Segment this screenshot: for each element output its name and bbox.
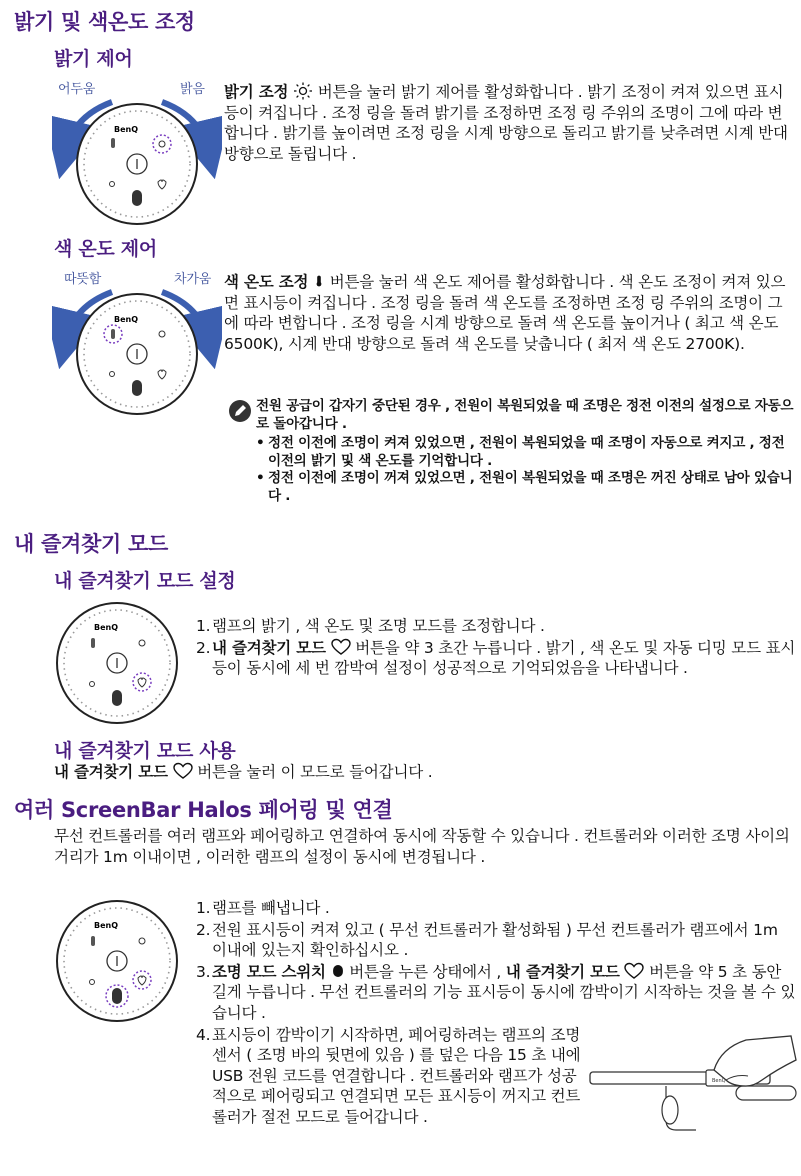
- subsection-title-color-temp: 색 온도 제어: [54, 238, 157, 260]
- step-item: 1. 램프를 빼냅니다 .: [196, 899, 330, 917]
- label-bright: 밝음: [180, 82, 205, 97]
- heart-icon: [173, 762, 193, 780]
- heart-icon: [624, 962, 644, 980]
- thermometer-icon: [313, 272, 325, 290]
- section-title-favorite: 내 즐겨찾기 모드: [14, 532, 168, 556]
- heart-icon: [331, 638, 351, 656]
- section-title-brightness-color: 밝기 및 색온도 조정: [14, 10, 195, 34]
- favorite-controller-diagram: [52, 598, 182, 728]
- svg-text:BenQ: BenQ: [114, 315, 139, 324]
- brightness-adjust-label: 밝기 조정: [224, 83, 289, 101]
- pencil-note-icon: [228, 399, 252, 423]
- label-dark: 어두움: [58, 82, 96, 97]
- subsection-title-favorite-use: 내 즐겨찾기 모드 사용: [54, 740, 236, 762]
- color-temp-paragraph: 색 온도 조정 버튼을 눌러 색 온도 제어를 활성화합니다 . 색 온도 조정이 켜져 있으면 표시등이 켜집니다 . 조정 링을 돌려 색 온도를 조정하면 조정 링 주위의 조명이 그에 따라 변합니다 . 조정 링을 시계 방향으로 돌려 색 온도를 높이거나 ( 최고 색 온도 6500K), 시계 반대 방향으로 돌려 색 온도를 낮춥니다 ( 최저 색 온도 2700K).: [224, 273, 786, 353]
- step-item: 2. 내 즐겨찾기 모드 버튼을 약 3 초간 누릅니다 . 밝기 , 색 온도 및 자동 디밍 모드 표시등이 동시에 세 번 깜박여 설정이 성공적으로 기억되었음을 나타냅니다 .: [196, 638, 796, 678]
- svg-text:BenQ: BenQ: [94, 921, 119, 930]
- step-item: 1. 램프의 밝기 , 색 온도 및 조명 모드를 조정합니다 .: [196, 617, 545, 635]
- light-mode-switch-icon: [331, 962, 345, 980]
- label-cool: 차가움: [174, 272, 212, 287]
- favorite-use-paragraph: 내 즐겨찾기 모드 버튼을 눌러 이 모드로 들어갑니다 .: [54, 763, 433, 781]
- lamp-sensor-illustration: [586, 1030, 798, 1145]
- brightness-paragraph: 밝기 조정 버튼을 눌러 밝기 제어를 활성화합니다 . 밝기 조정이 켜져 있으면 표시등이 켜집니다 . 조정 링을 돌려 밝기를 조정하면 조정 링 주위의 조명이 그에 따라 변합니다 . 밝기를 높이려면 조정 링을 시계 방향으로 돌리고 밝기를 낮추려면 시계 반대 방향으로 돌립니다 .: [224, 83, 788, 163]
- color-temp-adjust-label: 색 온도 조정: [224, 273, 309, 291]
- favorite-setup-steps: [196, 616, 796, 680]
- svg-text:BenQ: BenQ: [712, 1078, 726, 1084]
- step-item: 4. 표시등이 깜박이기 시작하면, 페어링하려는 램프의 조명 센서 ( 조명 바의 뒷면에 있음 ) 를 덮은 다음 15 초 내에 USB 전원 코드를 연결합니다 . 컨트롤러와 램프가 성공적으로 페어링되고 연결되면 모든 표시등이 꺼지고 컨트롤러가 절전 모드로 들어갑니다 .: [196, 1025, 581, 1126]
- note-bullet: • 정전 이전에 조명이 켜져 있었으면 , 전원이 복원되었을 때 조명이 자동으로 켜지고 , 정전 이전의 밝기 및 색 온도를 기억합니다 .: [228, 435, 798, 470]
- subsection-title-favorite-setup: 내 즐겨찾기 모드 설정: [54, 570, 236, 592]
- step-item: 3. 조명 모드 스위치 버튼을 누른 상태에서 , 내 즐겨찾기 모드 버튼을 약 5 초 동안 길게 누릅니다 . 무선 컨트롤러의 기능 표시등이 동시에 깜박이기 시작하는 것을 볼 수 있습니다 .: [196, 962, 796, 1022]
- brightness-icon: [293, 82, 313, 100]
- note-bullet: • 정전 이전에 조명이 꺼져 있었으면 , 전원이 복원되었을 때 조명은 꺼진 상태로 남아 있습니다 .: [228, 470, 798, 505]
- brand-logo: BenQ: [114, 125, 139, 134]
- svg-text:BenQ: BenQ: [94, 623, 119, 632]
- subsection-title-brightness: 밝기 제어: [54, 48, 133, 70]
- pairing-controller-diagram: [52, 896, 182, 1026]
- power-restore-note: 전원 공급이 갑자기 중단된 경우 , 전원이 복원되었을 때 조명은 정전 이전의 설정으로 자동으로 돌아갑니다 . • 정전 이전에 조명이 켜져 있었으면 , 전원이 복원되었을 때 조명이 자동으로 켜지고 , 정전 이전의 밝기 및 색 온도를 기억합니다 . • 정전 이전에 조명이 꺼져 있었으면 , 전원이 복원되었을 때 조명은 꺼진 상태로 남아 있습니다 .: [228, 398, 798, 505]
- note-bullets: [228, 435, 798, 505]
- pairing-intro: 무선 컨트롤러를 여러 램프와 페어링하고 연결하여 동시에 작동할 수 있습니다 . 컨트롤러와 이러한 조명 사이의 거리가 1m 이내이면 , 이러한 램프의 설정이 동시에 변경됩니다 .: [54, 827, 790, 866]
- label-warm: 따뜻함: [64, 272, 102, 287]
- section-title-pairing: 여러 ScreenBar Halos 페어링 및 연결: [14, 798, 393, 822]
- step-item: 2. 전원 표시등이 켜져 있고 ( 무선 컨트롤러가 활성화됨 ) 무선 컨트롤러가 램프에서 1m 이내에 있는지 확인하십시오 .: [196, 920, 778, 960]
